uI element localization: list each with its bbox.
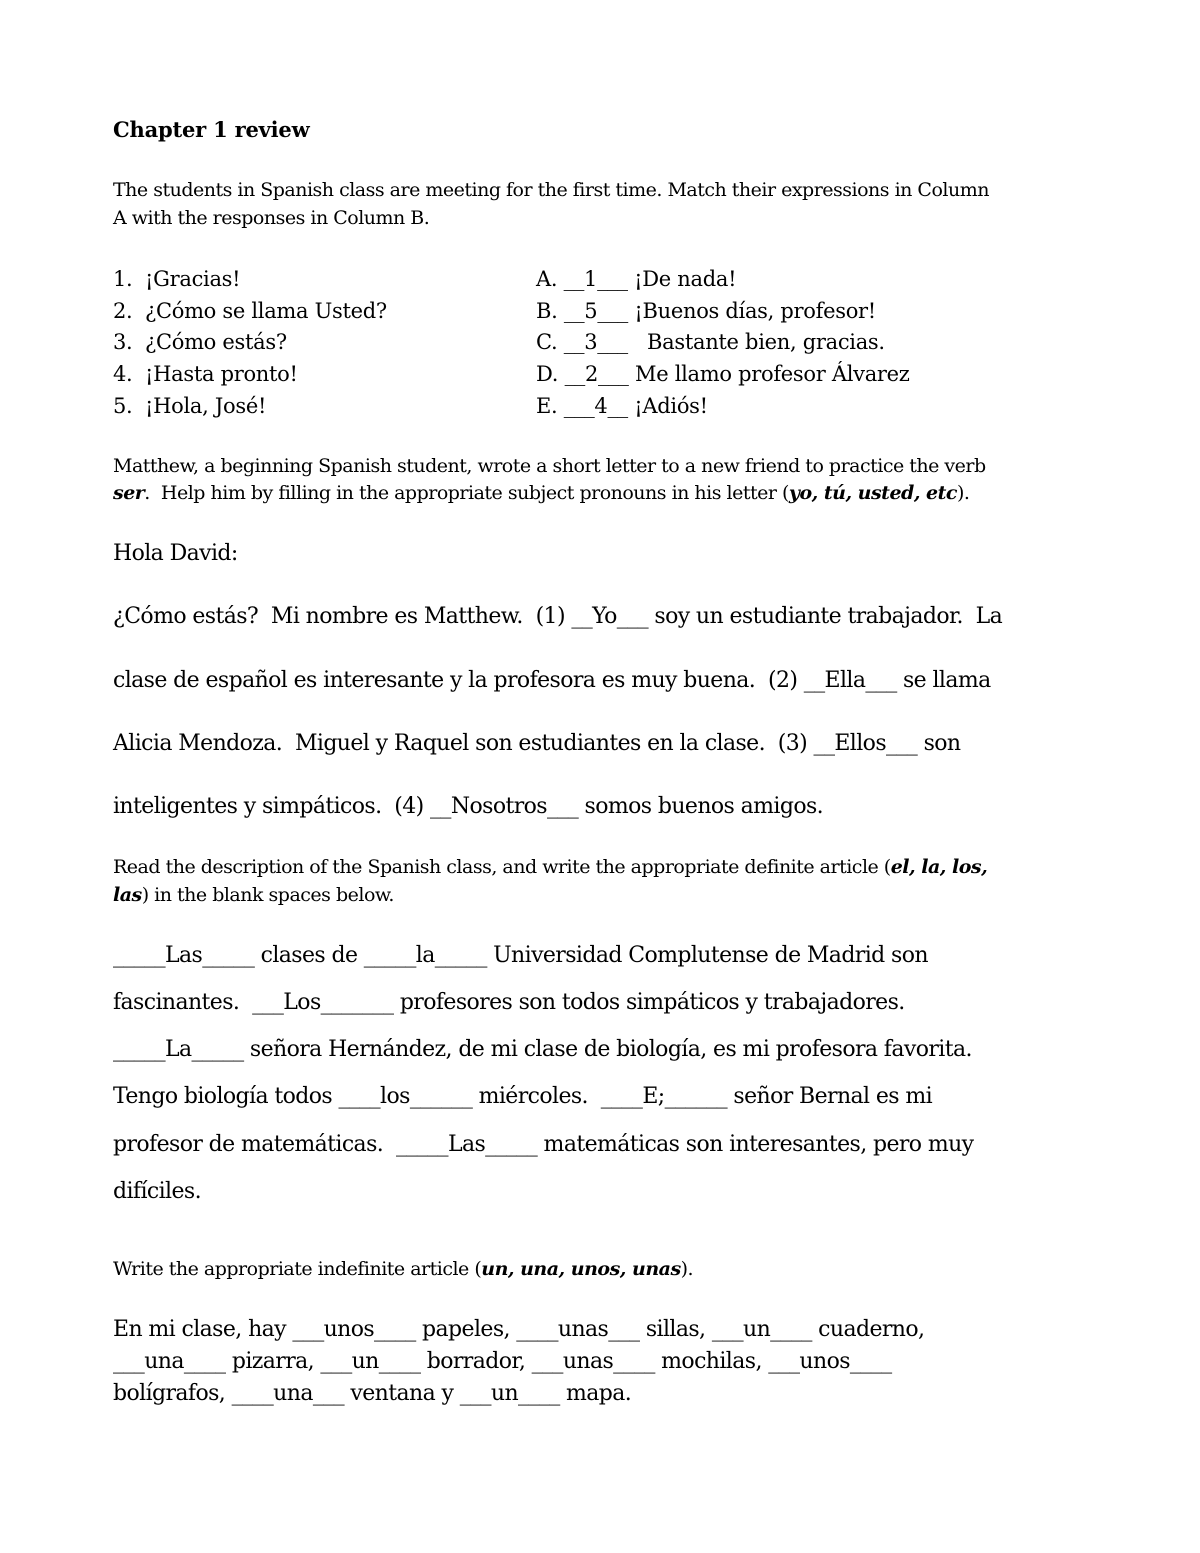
section2-instructions-line2: ser. Help him by filling in the appropriate subject pronouns in his letter (yo, tú, usted, etc). (113, 482, 970, 504)
indefinite-line: ___una____ pizarra, ___un____ borrador, ___unas____ mochilas, ___unos____ (113, 1349, 892, 1374)
column-a-item: 3. ¿Cómo estás? (113, 330, 287, 354)
page-title: Chapter 1 review (113, 117, 310, 142)
column-b-item: A. __1___ ¡De nada! (536, 267, 737, 291)
article-line: difíciles. (113, 1179, 201, 1204)
letter-line: Alicia Mendoza. Miguel y Raquel son estudiantes en la clase. (3) __Ellos___ son (113, 731, 961, 756)
article-line: _____Las_____ clases de _____la_____ Universidad Complutense de Madrid son (113, 943, 928, 968)
column-b-item: C. __3___ Bastante bien, gracias. (536, 330, 885, 354)
answer-blank: __2___ (564, 362, 629, 386)
column-a-item: 1. ¡Gracias! (113, 267, 241, 291)
column-b-item: E. ___4__ ¡Adiós! (536, 394, 708, 418)
column-a-item: 4. ¡Hasta pronto! (113, 362, 298, 386)
section4-instructions: Write the appropriate indefinite article (un, una, unos, unas). (113, 1258, 694, 1280)
section3-instructions-line2: las) in the blank spaces below. (113, 884, 394, 906)
article-line: profesor de matemáticas. _____Las_____ matemáticas son interesantes, pero muy (113, 1132, 974, 1157)
article-line: Tengo biología todos ____los______ miércoles. ____E;______ señor Bernal es mi (113, 1084, 933, 1109)
section1-instructions-line1: The students in Spanish class are meeting for the first time. Match their expressions in Column (113, 179, 989, 201)
article-line: fascinantes. ___Los_______ profesores son todos simpáticos y trabajadores. (113, 990, 905, 1015)
answer-blank: ___4__ (563, 394, 628, 418)
letter-line: ¿Cómo estás? Mi nombre es Matthew. (1) __Yo___ soy un estudiante trabajador. La (113, 604, 1003, 629)
answer-blank: __5___ (563, 299, 628, 323)
letter-line: inteligentes y simpáticos. (4) __Nosotros___ somos buenos amigos. (113, 794, 824, 819)
column-b-item: D. __2___ Me llamo profesor Álvarez (536, 362, 910, 386)
section3-instructions-line1: Read the description of the Spanish class, and write the appropriate definite article (el, la, los, (113, 856, 988, 878)
answer-blank: __3___ (563, 330, 628, 354)
column-a-item: 2. ¿Cómo se llama Usted? (113, 299, 387, 323)
letter-greeting: Hola David: (113, 541, 238, 566)
article-line: _____La_____ señora Hernández, de mi clase de biología, es mi profesora favorita. (113, 1037, 972, 1062)
indefinite-line: bolígrafos, ____una___ ventana y ___un____ mapa. (113, 1381, 632, 1406)
column-a-item: 5. ¡Hola, José! (113, 394, 267, 418)
answer-blank: __1___ (563, 267, 628, 291)
indefinite-line: En mi clase, hay ___unos____ papeles, ____unas___ sillas, ___un____ cuaderno, (113, 1317, 925, 1342)
section1-instructions-line2: A with the responses in Column B. (113, 207, 430, 229)
section2-instructions-line1: Matthew, a beginning Spanish student, wrote a short letter to a new friend to practice the verb (113, 455, 986, 477)
column-b-item: B. __5___ ¡Buenos días, profesor! (536, 299, 876, 323)
letter-line: clase de español es interesante y la profesora es muy buena. (2) __Ella___ se llama (113, 668, 991, 693)
